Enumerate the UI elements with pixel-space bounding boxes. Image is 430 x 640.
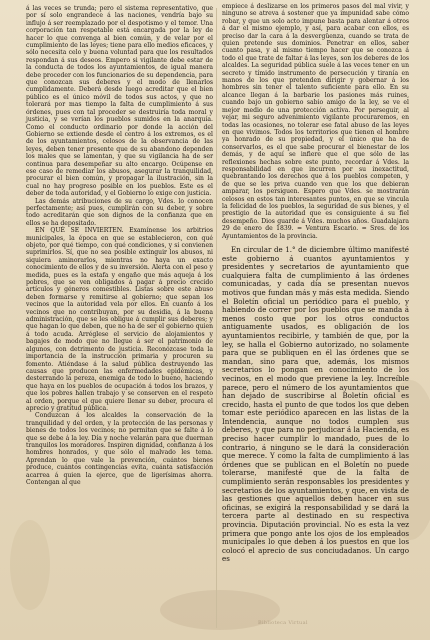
column-divider <box>216 8 217 628</box>
paper-stain <box>10 520 50 610</box>
left-paragraph-2: Las demás atribuciones de su cargo, Vdes. lo conocen perfectamente; así pues, cumplirán con su deber, y sobre todo acreditarán que son dignos de la confianza que en ellos se ha depositado. <box>26 197 213 227</box>
right-section-paragraph-1: En circular de 1.° de diciembre último manifesté este gobierno á cuantos ayuntamientos y presidentes y secretarios de ayuntamiento que cualquiera falta de cumplimiento á las órdenes comunicadas, y cada día se presentan nuevos motivos que fundan más y más esta medida. Siendo el Boletín oficial un periódico para el pueblo, y habiendo de correr por los pueblos que se manda á menos costo que por los otros conductos antiguamente usados, es obligación de los ayuntamientos recibirle, y también de que, por la ley, se halla el Gobierno autorizado, no solamente para que se publiquen en él las órdenes que se mandan, sino para que, además, los mismos secretarios lo pongan en conocimiento de los vecinos, en el modo que previene la ley. Increíble parece, pero el número de los ayuntamientos que han dejado de suscribirse al Boletín oficial es crecido, hasta el punto de que todos los que deben tomar este periódico aparecen en las listas de la Intendencia, aunque no todos cumplen sus deberes, y que para no perjudicar á la Hacienda, es preciso hacer cumplir lo mandado, pues de lo contrario, á ninguno se le dará la consideración que merece. Y como la falta de cumplimiento á las órdenes que se publican en el Boletín no puede tolerarse, manifesté que de la falta de cumplimiento serán responsables los presidentes y secretarios de los ayuntamientos, y que, en vista de las gestiones que aquellos deben hacer en sus oficinas, se exigirá la responsabilidad y se dará la tercera parte al destinado en su respectiva provincia. Diputación provincial. No es esta la vez primera que pongo ante los ojos de los empleados municipales lo que deben á los puestos en que los colocó el aprecio de sus conciudadanos. Un cargo es <box>222 245 409 564</box>
library-watermark: Biblioteca Virtual <box>258 620 308 626</box>
left-section-paragraph-1: EN QUÉ SE INVIERTEN. Examínense los arbitrios municipales, la época en que se establecieron, con qué objeto, por qué tiempo, con qué condiciones, y si convienen suprimirlos. Sí, que no sea posible extinguir los abusos, ni siquiera aminorarlos, mientras no haya un exacto conocimiento de ellos y de su inversión. Alerta con el peso y medida, pues es la estafa y engaño que más aqueja á los pobres, que se ven obligados á pagar á precio crecido artículos y géneros comestibles. Listas sobre este abuso deben formarse y remitirse al gobierno; que sepan los vecinos que la autoridad vela por ellos. En cuanto á los vecinos que no contribuyan, por su desidia, á la buena administración, que se les obligue á cumplir sus deberes; y que hagan lo que deben, que no ha de ser el gobierno quien á todo acuda. Arréglese el servicio de alojamientos y bagajes de modo que no llegue á ser el patrimonio de algunos, con detrimento de justicia. Reconózcase toda la importancia de la instrucción primaria y procuren su fomento. Atiéndase á la salud pública destruyendo las causas que producen las enfermedades epidémicas, y desterrando la pereza, enemiga de todo lo bueno, haciendo que haya en los pueblos de ocupación á todos los brazos, y que los pobres hallen trabajo y se conserven en el respeto al orden, porque el que quiere llenar su deber, procura el aprecio y gratitud pública. <box>26 227 213 412</box>
right-column <box>222 3 409 564</box>
left-section-paragraph-2: Conduzcan á los alcaldes la conservación de la tranquilidad y del orden, y la protección de las personas y bienes de todos los vecinos; no permitan que se falte á lo que se debe á la ley. Día y noche velarán para que duerman tranquilos los moradores. Inspiren dignidad, confianza á los hombres honrados, y que sólo el malvado les tema. Aprendan lo que vale la prevención, cuántos bienes produce, cuántos contingencias evita, cuánta satisfacción acarrea á quien la ejerce, que de ligerísimas ahorra. Contengan al que <box>26 412 213 486</box>
right-paragraph-1: empiece á deslizarse en los primeros pasos del mal vivir, y ninguno se atreva á sostener que ya impunidad sabe cómo robar, y que un solo acto impune basta para alentar á otros á dar el mismo ejemplo, y así, para acabar con ellos, es preciso dar la cara á la desvergüenza, cuando se trata de quien pretende sus dominios. Penetrar en ellos, saber cuanto pasa, y al mismo tiempo hacer que se conozca á todo el que trate de faltar á las leyes, son los deberes de los alcaldes. La seguridad pública suele á las veces tener en un secreto y tímido instrumento de persecución y tiranía en manos de los que pretenden dirigir y gobernar á los hombres sin tener el talento suficiente para ello. En su alcance llegan á la barbarie los pasiones más ruines, cuando bajo un gobierno sabio amigo de la ley, se ve el mejor medio de una protección activa. Por perseguir, al vejar, mi seguro advenimiento vigilante procuraremos, en todas las ocasiones, no tolerar ese fatal abuso de las leyes en que vivimos. Todos los territorios que tienen el hombre ya honrado de su propiedad, y el único que ha de conservarlos, es el que sabe procurar el bienestar de los demás, y de aquí se infiere que el que sólo de las reflexiones hechas sobre este punto, recordar á Vdes. la responsabilidad en que incurren por su inexactitud, quebrantando los derechos que á los pueblos competen, y de que se les priva cuando ven que los que debieran amparar, los persiguen. Espero que Vdes. se mostrarán celosos en estos tan interesantes puntos, en que se vincula la felicidad de los pueblos, la seguridad de sus bienes, y el prestigio de la autoridad que es consiguiente á su fiel desempeño. Dios guarde á Vdes. muchos años. Guadalajara 29 de enero de 1839. = Ventura Escario. = Sres. de los Ayuntamientos de la provincia. <box>222 3 409 240</box>
left-column <box>26 5 213 486</box>
left-paragraph-1: á las veces se trunda; pero el sistema representativo, que por sí solo engrandece á las naciones, vendría bajo su influjo á ser reemplazado por el despotismo y el temor. Una corporación tan respetable está encargada por la ley de hacer lo que convenga al bien común, y de velar por el cumplimiento de las leyes; tiene para ello medios eficaces, y sólo necesita celo y buena voluntad para que los resultados respondan á sus deseos. Empero si vigilante debe estar de la conducta de todos los ayuntamientos, de igual manera debe proceder con los funcionarios de su dependencia, para que conozcan sus deberes y el modo de llenarlos cumplidamente. Deberá desde luego acreditar que el bien público es el único móvil de todos sus actos, y que no tolerará por mas tiempo la falta de cumplimiento á sus órdenes, pues con tal proceder se destruiría toda moral y justicia, y se verían los pueblos sumidos en la anarquía. Como el conducto ordinario por donde la acción del Gobierno se extiende desde el centro á los extremos, es el de los ayuntamientos, celosos de la observancia de las leyes, deben tener presente que de su abandono dependen los males que se lamentan, y que su vigilancia ha de ser continua para desempeñar su alto encargo. Ocúpense en ese caso de remediar los abusos, asegurar la tranquilidad, procurar el bien común, y propagar la ilustración, sin la cual no hay progreso posible en los pueblos. Este es el deber de toda autoridad, y el Gobierno lo exige con justicia. <box>26 5 213 198</box>
